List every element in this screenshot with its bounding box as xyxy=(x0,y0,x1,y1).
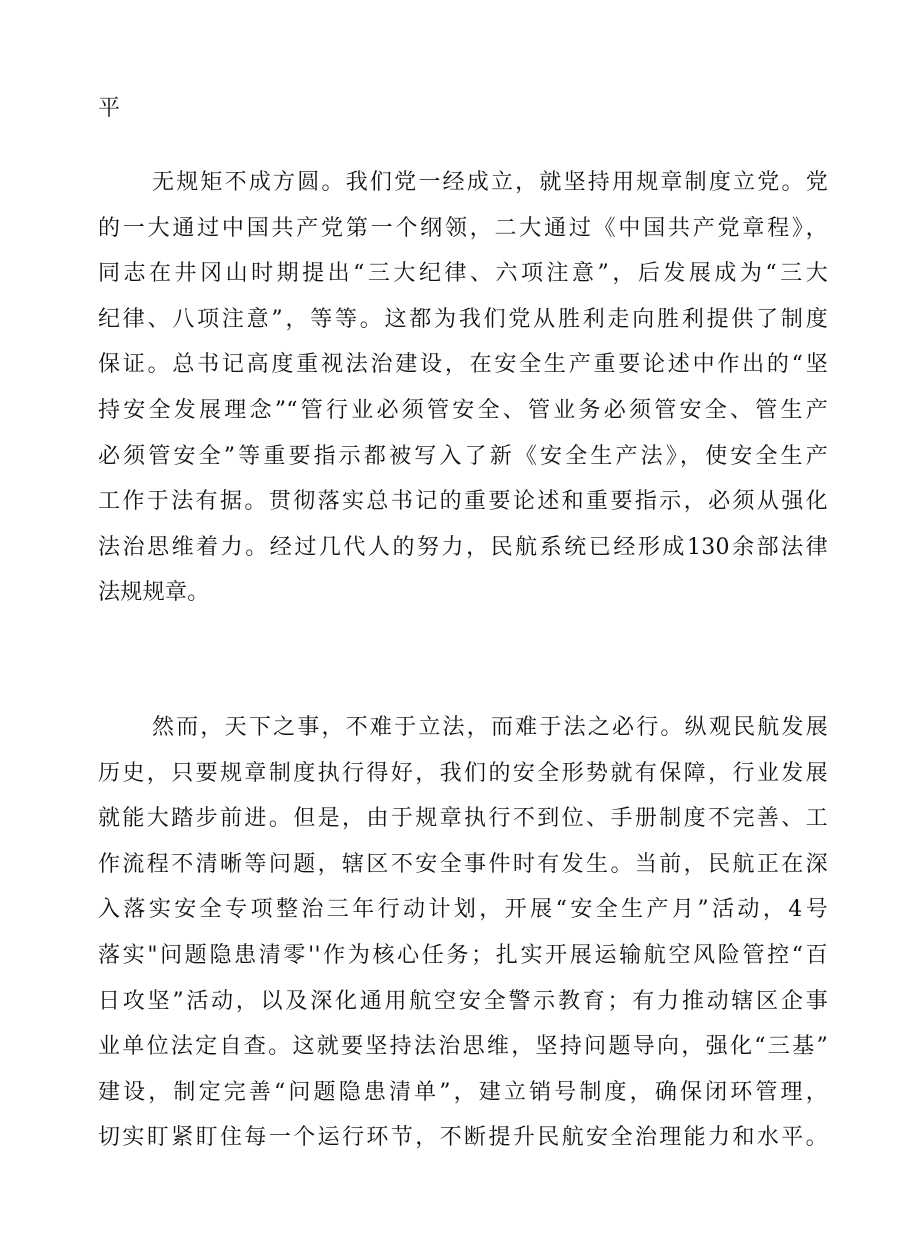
text-line: 业单位法定自查。这就要坚持法治思维，坚持问题导向，强化“三基” xyxy=(98,1034,828,1060)
text-line: 然而，天下之事，不难于立法，而难于法之必行。纵观民航发展 xyxy=(152,715,828,740)
text-line: 落实"问题隐患清零''作为核心任务；扎实开展运输航空风险管控“百 xyxy=(98,942,828,968)
text-line: 日攻坚”活动，以及深化通用航空安全警示教育；有力推动辖区企事 xyxy=(98,988,828,1014)
carryover-text: 平 xyxy=(98,96,121,121)
text-line: 的一大通过中国共产党第一个纲领，二大通过《中国共产党章程》， xyxy=(98,215,828,241)
text-line: 就能大踏步前进。但是，由于规章执行不到位、手册制度不完善、工 xyxy=(98,806,828,832)
text-line: 持安全发展理念”“管行业必须管安全、管业务必须管安全、管生产 xyxy=(98,397,828,423)
text-line: 同志在井冈山时期提出“三大纪律、六项注意”，后发展成为“三大 xyxy=(98,261,828,287)
text-line: 法规规章。 xyxy=(98,580,210,606)
text-line: 无规矩不成方圆。我们党一经成立，就坚持用规章制度立党。党 xyxy=(152,170,828,195)
text-line: 建设，制定完善“问题隐患清单”，建立销号制度，确保闭环管理， xyxy=(98,1079,828,1105)
text-line: 入落实安全专项整治三年行动计划，开展“安全生产月”活动，4号 xyxy=(98,897,828,923)
text-line: 切实盯紧盯住每一个运行环节，不断提升民航安全治理能力和水平。 xyxy=(98,1125,828,1151)
text-line: 作流程不清晰等问题，辖区不安全事件时有发生。当前，民航正在深 xyxy=(98,851,828,877)
text-line: 保证。总书记高度重视法治建设，在安全生产重要论述中作出的“坚 xyxy=(98,352,828,378)
text-line: 纪律、八项注意”，等等。这都为我们党从胜利走向胜利提供了制度 xyxy=(98,306,828,332)
paragraph-enforcement xyxy=(98,705,828,1161)
text-line: 法治思维着力。经过几代人的努力，民航系统已经形成130余部法律 xyxy=(98,534,828,560)
text-line: 工作于法有据。贯彻落实总书记的重要论述和重要指示，必须从强化 xyxy=(98,489,828,515)
text-line: 必须管安全”等重要指示都被写入了新《安全生产法》，使安全生产 xyxy=(98,443,828,469)
paragraph-rules-and-laws xyxy=(98,160,828,616)
text-line: 历史，只要规章制度执行得好，我们的安全形势就有保障，行业发展 xyxy=(98,760,828,786)
